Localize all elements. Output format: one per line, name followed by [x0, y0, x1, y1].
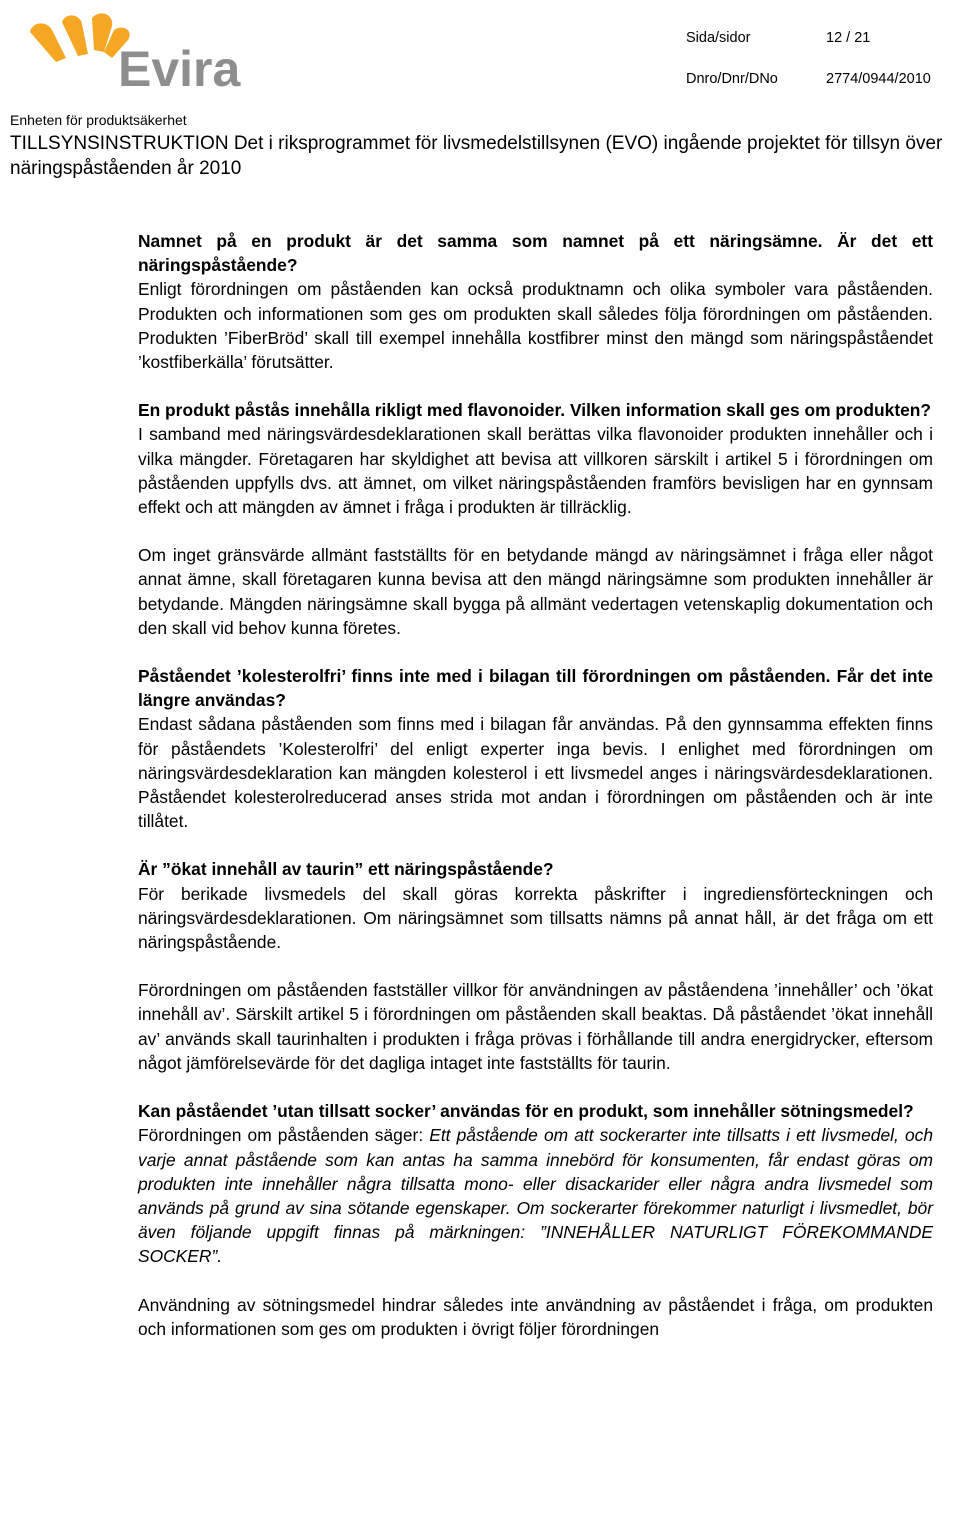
document-title: TILLSYNSINSTRUKTION Det i riksprogrammet för livsmedelstillsynen (EVO) ingående projektet för tillsyn över näringspåståenden år 2010 — [10, 133, 943, 179]
svg-text:Evira: Evira — [118, 41, 241, 90]
answer-5-lead: Förordningen om påståenden säger: — [138, 1125, 430, 1146]
unit-name: Enheten för produktsäkerhet — [10, 112, 187, 128]
answer-3: Endast sådana påståenden som finns med i bilagan får användas. På den gynnsamma effekten finns för påståendets ’Kolesterolfri’ del enligt experter inga bevis. I enlighet med förordningen om näringsvärdesdeklaration kan mängden kolesterol i ett livsmedel anges i näringsvärdesdeklarationen. Påståendet kolesterolreducerad anses strida mot andan i förordningen om påståenden och är inte tillåtet. — [138, 714, 933, 832]
answer-4: För berikade livsmedels del skall göras korrekta påskrifter i ingrediensförteckningen och näringsvärdesdeklarationen. Om näringsämnet som tillsatts nämns på annat håll, är det fråga om ett näringspåstående. — [138, 883, 933, 953]
answer-2: I samband med näringsvärdesdeklarationen skall berättas vilka flavonoider produkten innehåller och i vilka mängder. Företagaren har skyldighet att bevisa att villkoren särskilt i artikel 5 i förordningen om påståenden uppfylls dvs. att ämnet, om vilket näringspåståenden framförs bevisligen har en gynnsam effekt och att mängden av ämnet i fråga i produkten är tillräcklig. — [138, 424, 933, 518]
question-3: Påståendet ’kolesterolfri’ finns inte med i bilagan till förordningen om påståenden. Får det inte längre användas? — [138, 666, 933, 711]
evira-logo — [22, 10, 272, 90]
answer-2-extra: Om inget gränsvärde allmänt fastställts för en betydande mängd av näringsämnet i fråga eller något annat ämne, skall företagaren kunna bevisa att den mängd näringsämne som produkten innehåller är betydande. Mängden näringsämne skall bygga på allmänt vedertagen vetenskaplig dokumentation och den skall vid behov kunna företes. — [138, 545, 933, 638]
answer-5-quote: Ett påstående om att sockerarter inte tillsatts i ett livsmedel, och varje annat påstående som kan antas ha samma innebörd för konsumenten, får endast göras om produkten inte innehåller några tillsatta mono- eller disackarider eller några andra livsmedel som används på grund av sina sötande egenskaper. Om sockerarter förekommer naturligt i livsmedlet, bör även följande uppgift finnas på märkningen: ”INNEHÅLLER NATURLIGT FÖREKOMMANDE SOCKER”. — [138, 1125, 933, 1267]
document-body — [138, 229, 933, 1341]
question-1: Namnet på en produkt är det samma som namnet på ett näringsämne. Är det ett näringspåstående? — [138, 231, 933, 276]
dnro-value: 2774/0944/2010 — [826, 71, 931, 87]
page-number: 12 / 21 — [826, 30, 871, 46]
answer-5 — [138, 1123, 933, 1268]
page-label: Sida/sidor — [686, 30, 751, 46]
question-5: Kan påståendet ’utan tillsatt socker’ användas för en produkt, som innehåller sötningsmedel? — [138, 1101, 914, 1122]
question-4: Är ”ökat innehåll av taurin” ett näringspåstående? — [138, 859, 554, 880]
dnro-label: Dnro/Dnr/DNo — [686, 71, 778, 87]
answer-4-extra: Förordningen om påståenden fastställer villkor för användningen av påståendena ’innehåller’ och ’ökat innehåll av’. Särskilt artikel 5 i förordningen om påståenden skall beaktas. Då påståendet ’ökat innehåll av’ används skall taurinhalten i produkten i fråga prövas i förhållande till andra energidrycker, eftersom något jämförelsevärde för det dagliga intaget inte fastställts för taurin. — [138, 980, 933, 1073]
answer-5-extra: Användning av sötningsmedel hindrar således inte användning av påståendet i fråga, om produkten och informationen som ges om produkten i övrigt följer förordningen — [138, 1294, 933, 1339]
answer-1: Enligt förordningen om påståenden kan också produktnamn och olika symboler vara påståenden. Produkten och informationen som ges om produkten skall således följa förordningen om påståenden. Produkten ’FiberBröd’ skall till exempel innehålla kostfibrer minst den mängd som näringspåståendet ’kostfiberkälla’ förutsätter. — [138, 279, 933, 373]
question-2: En produkt påstås innehålla rikligt med flavonoider. Vilken information skall ges om produkten? — [138, 400, 932, 421]
evira-logo-graphic — [22, 10, 272, 90]
